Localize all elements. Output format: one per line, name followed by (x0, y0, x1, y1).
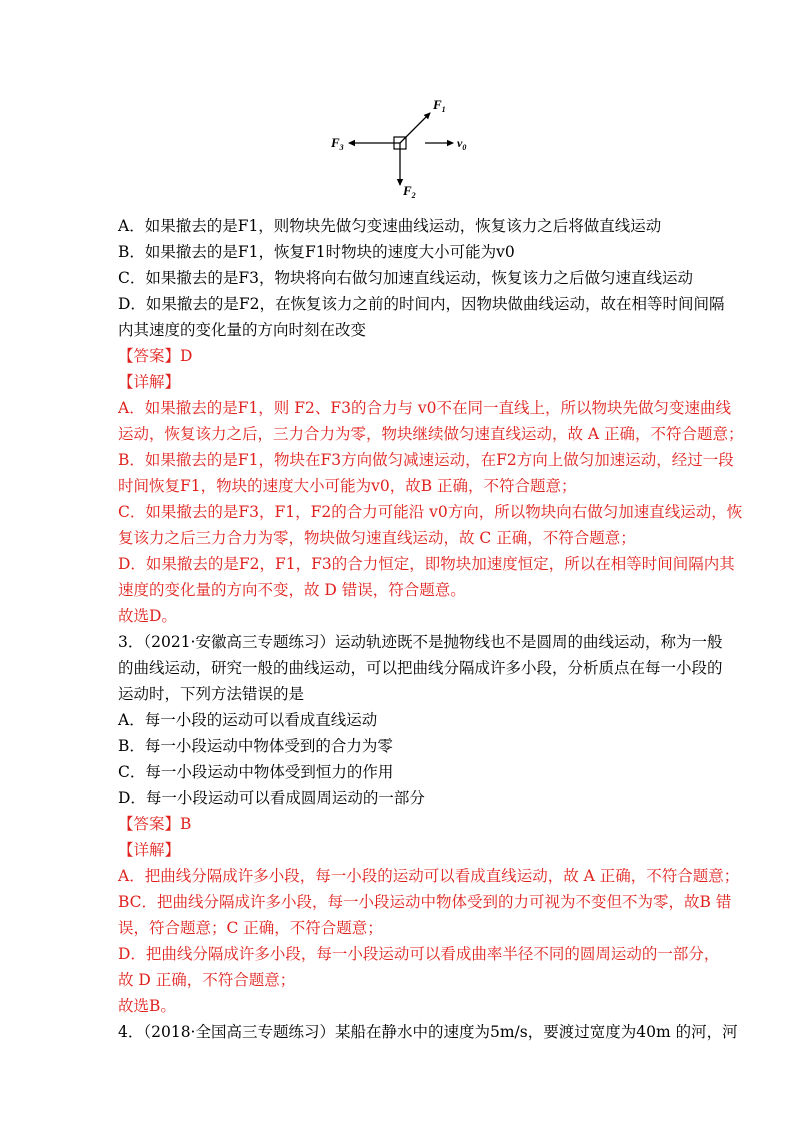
q3-explanation-bc-line1: BC．把曲线分隔成许多小段，每一小段运动中物体受到的力可视为不变但不为零，故B 错 (118, 893, 732, 911)
q2-explanation-d-line1: D．如果撤去的是F2，F1，F3的合力恒定，即物块加速度恒定，所以在相等时间间隔内其 (118, 555, 735, 573)
q2-option-a: A．如果撤去的是F1，则物块先做匀变速曲线运动，恢复该力之后将做直线运动 (118, 217, 662, 235)
q2-answer: 【答案】D (118, 347, 193, 365)
q2-conclusion: 故选D。 (118, 607, 177, 625)
q3-conclusion: 故选B。 (118, 997, 176, 1015)
q3-stem-line1: 3．（2021·安徽高三专题练习）运动轨迹既不是抛物线也不是圆周的曲线运动，称为一般 (118, 633, 723, 651)
v0-label: $v_0$ (457, 136, 467, 152)
q3-stem-line2: 的曲线运动，研究一般的曲线运动，可以把曲线分隔成许多小段，分析质点在每一小段的 (118, 659, 723, 677)
q3-option-d: D．每一小段运动可以看成圆周运动的一部分 (118, 789, 425, 807)
force-diagram (325, 95, 485, 210)
q3-option-a: A．每一小段的运动可以看成直线运动 (118, 711, 378, 729)
q2-option-d-line2: 内其速度的变化量的方向时刻在改变 (118, 321, 367, 339)
q2-explanation-d-line2: 速度的变化量的方向不变，故 D 错误，符合题意。 (118, 581, 466, 599)
q2-explanation-b-line2: 时间恢复F1，物块的速度大小可能为v0，故B 正确，不符合题意； (118, 477, 577, 495)
q3-explanation-d-line2: 故 D 正确，不符合题意； (118, 971, 296, 989)
q2-explanation-b-line1: B．如果撤去的是F1，物块在F3方向做匀减速运动，在F2方向上做匀加速运动，经过一段 (118, 451, 734, 469)
q3-explanation-d-line1: D．把曲线分隔成许多小段，每一小段运动可以看成曲率半径不同的圆周运动的一部分， (118, 945, 720, 963)
q3-explanation-a: A．把曲线分隔成许多小段，每一小段的运动可以看成直线运动，故 A 正确，不符合题意； (118, 867, 740, 885)
q2-option-c: C．如果撤去的是F3，物块将向右做匀加速直线运动，恢复该力之后做匀速直线运动 (118, 269, 693, 287)
q2-explanation-c-line2: 复该力之后三力合力为零，物块做匀速直线运动，故 C 正确，不符合题意； (118, 529, 636, 547)
q3-stem-line3: 运动时，下列方法错误的是 (118, 685, 305, 703)
f3-label: $F_3$ (331, 135, 344, 152)
q2-option-d-line1: D．如果撤去的是F2，在恢复该力之前的时间内，因物块做曲线运动，故在相等时间间隔 (118, 295, 725, 313)
q3-explanation-bc-line2: 误，符合题意；C 正确，不符合题意； (118, 919, 383, 937)
q3-detail-heading: 【详解】 (118, 841, 181, 859)
q3-option-b: B．每一小段运动中物体受到的合力为零 (118, 737, 393, 755)
q2-detail-heading: 【详解】 (118, 373, 181, 391)
q3-option-c: C．每一小段运动中物体受到恒力的作用 (118, 763, 394, 781)
q2-explanation-c-line1: C．如果撤去的是F3，F1，F2的合力可能沿 v0方向，所以物块向右做匀加速直线运动，恢 (118, 503, 743, 521)
q3-answer: 【答案】B (118, 815, 192, 833)
q2-option-b: B．如果撤去的是F1，恢复F1时物块的速度大小可能为v0 (118, 243, 515, 261)
q4-stem-line1: 4．（2018·全国高三专题练习）某船在静水中的速度为5m/s，要渡过宽度为40m 的河，河 (118, 1023, 738, 1041)
q2-explanation-a-line1: A．如果撤去的是F1，则 F2、F3的合力与 v0不在同一直线上，所以物块先做匀变速曲线 (118, 399, 732, 417)
f1-label: $F_1$ (433, 97, 446, 114)
f2-label: $F_2$ (403, 183, 416, 200)
f1-arrow (400, 113, 430, 143)
q2-explanation-a-line2: 运动，恢复该力之后，三力合力为零，物块继续做匀速直线运动，故 A 正确，不符合题意； (118, 425, 744, 443)
